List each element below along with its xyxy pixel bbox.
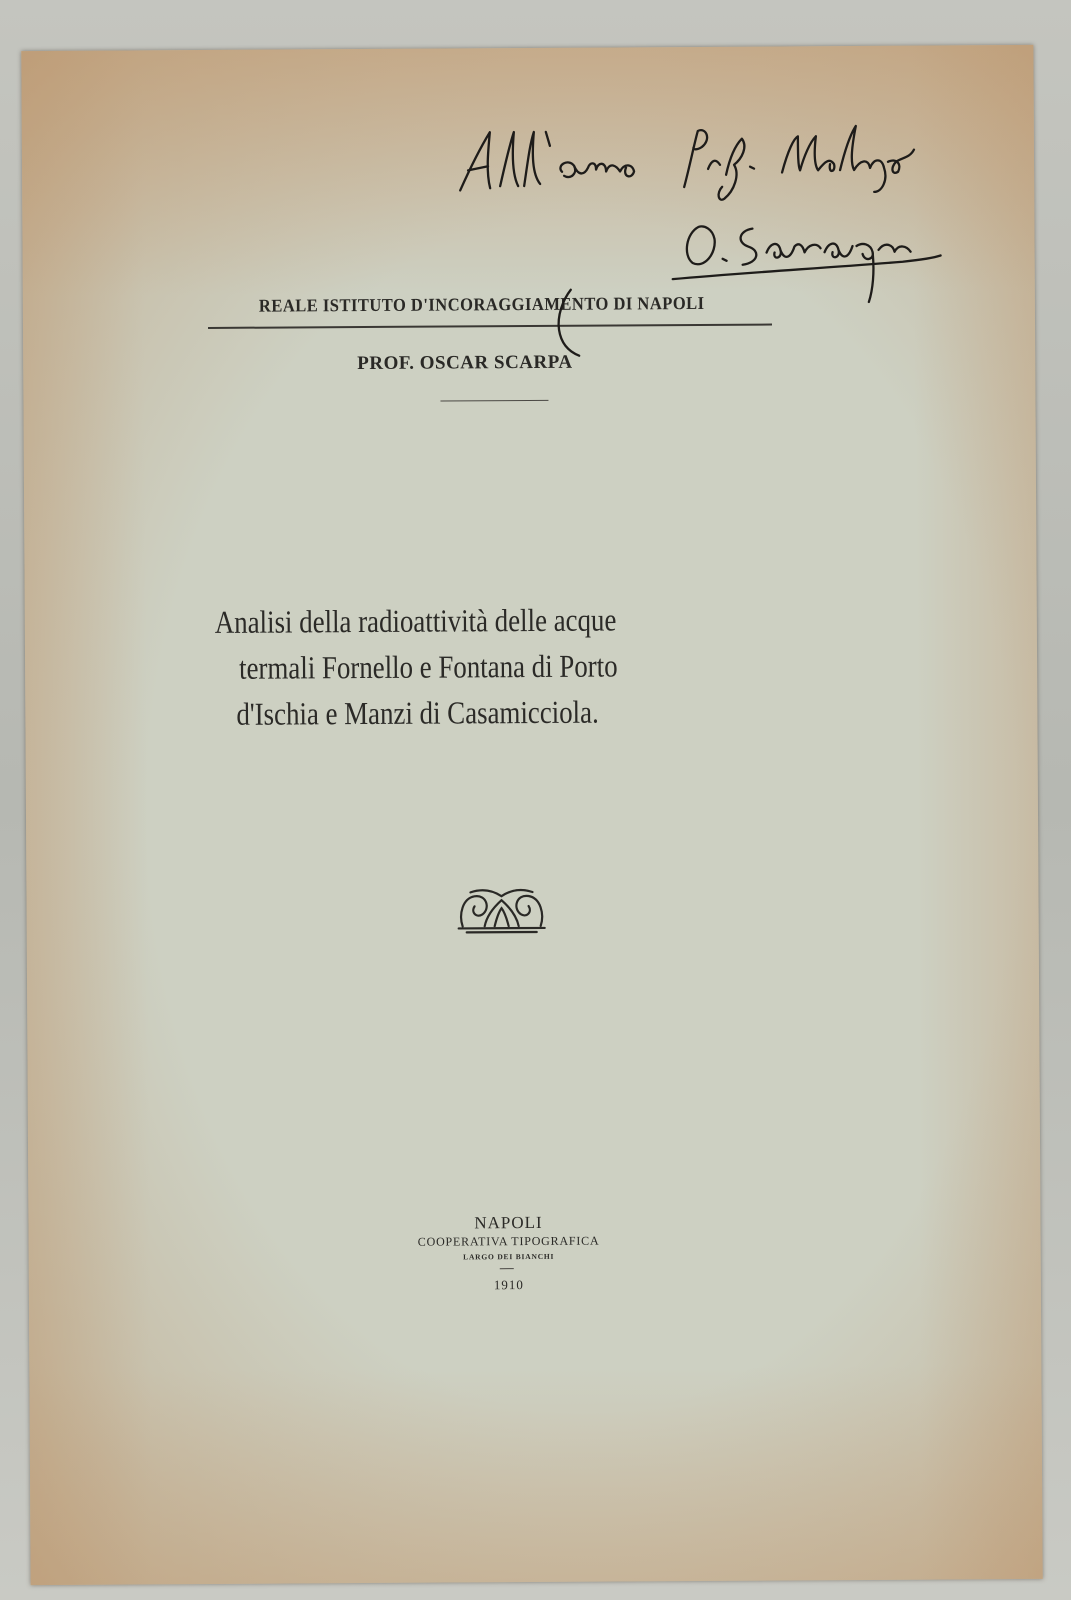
title-line-3: d'Ischia e Manzi di Casamicciola. (236, 693, 599, 732)
publisher-address: LARGO DEI BIANCHI (463, 1251, 555, 1262)
publisher-divider (500, 1268, 514, 1269)
title-line-1: Analisi della radioattività delle acque (214, 601, 617, 640)
pamphlet-cover (21, 45, 1042, 1585)
floral-ornament-icon (456, 886, 546, 935)
publication-year: 1910 (493, 1277, 524, 1293)
publisher-city: NAPOLI (474, 1212, 543, 1233)
author-name: PROF. OSCAR SCARPA (357, 351, 573, 375)
publisher-press: COOPERATIVA TIPOGRAFICA (417, 1233, 600, 1249)
handwritten-inscription (21, 45, 1036, 471)
institute-header: REALE ISTITUTO D'INCORAGGIAMENTO DI NAPOLI (258, 292, 705, 316)
title-line-2: termali Fornello e Fontana di Porto (238, 647, 618, 686)
